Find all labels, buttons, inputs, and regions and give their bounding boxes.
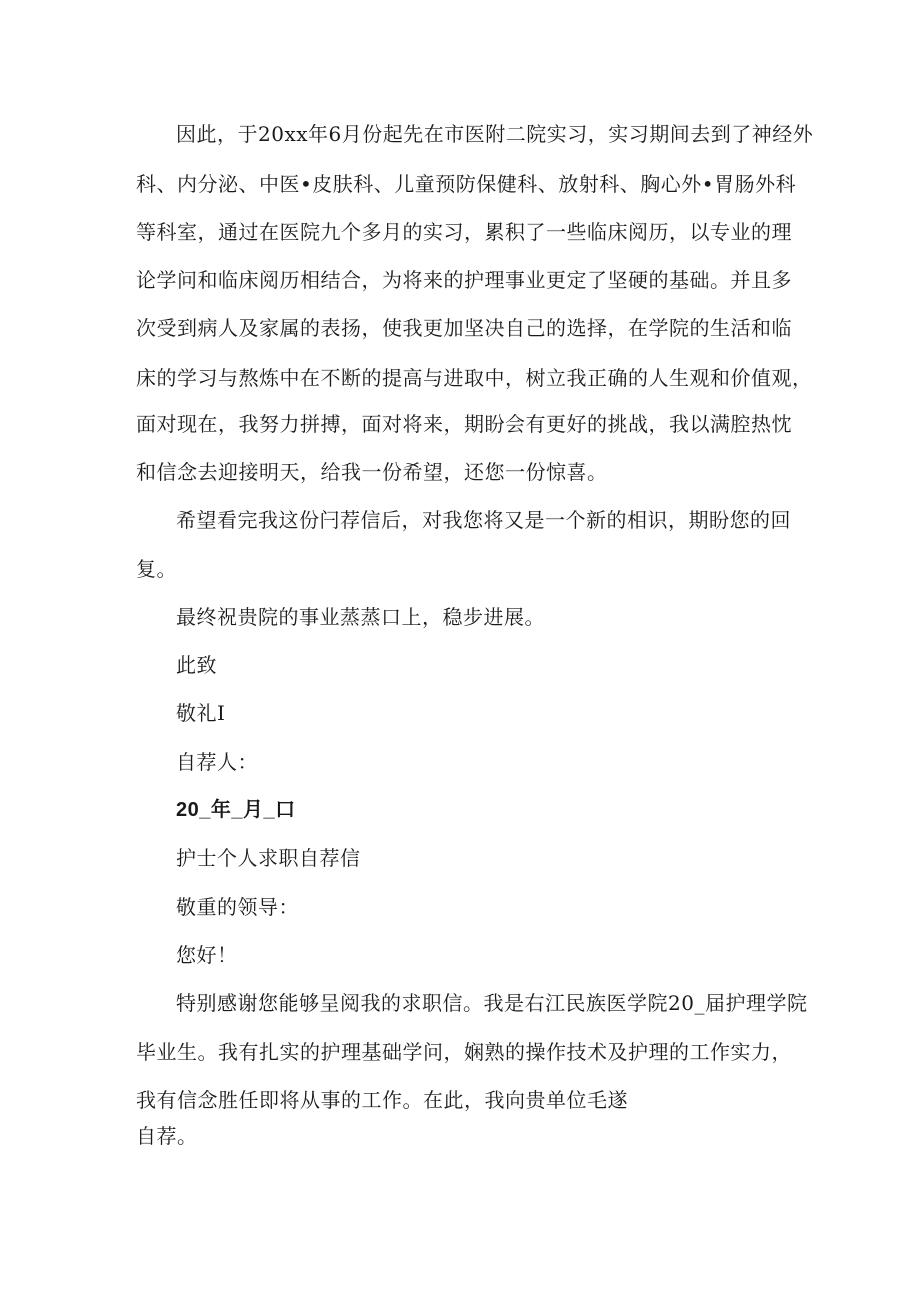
paragraph1-line-5: 次受到病人及家属的表扬，使我更加坚决自己的选择，在学院的生活和临 [136,316,792,340]
closing-date: 20_年_月_口 [176,799,296,821]
closing-salutation-1: 此致 [176,653,217,677]
letter2-body-line-1: 特别感谢您能够呈阅我的求职信。我是右江民族医学院20_届护理学院 [176,991,808,1015]
closing-wish: 最终祝贵院的事业蒸蒸口上，稳步进展。 [176,605,545,629]
paragraph2-line-2: 复。 [136,557,177,581]
paragraph1-line-8: 和信念去迎接明天，给我一份希望，还您一份惊喜。 [136,460,608,484]
paragraph1-line-2: 科、内分泌、中医•皮肤科、儿童预防保健科、放射科、胸心外•胃肠外科 [136,172,797,196]
letter2-title: 护士个人求职自荐信 [176,846,361,870]
paragraph1-line-6: 床的学习与熬炼中在不断的提高与进取中，树立我正确的人生观和价值观， [136,366,813,390]
letter2-body-line-3: 我有信念胜任即将从事的工作。在此，我向贵单位毛遂 [136,1088,628,1112]
paragraph1-line-1: 因此，于20xx年6月份起先在市医附二院实习，实习期间去到了神经外 [176,122,814,146]
letter2-greeting: 敬重的领导： [176,895,299,919]
closing-signer: 自荐人： [176,750,258,774]
letter2-hello: 您好！ [176,943,238,967]
paragraph1-line-3: 等科室，通过在医院九个多月的实习，累积了一些临床阅历，以专业的理 [136,220,792,244]
closing-salutation-2: 敬礼I [176,701,226,725]
paragraph2-line-1: 希望看完我这份闩荐信后，对我您将又是一个新的相识，期盼您的回 [176,508,791,532]
letter2-body-line-2: 毕业生。我有扎实的护理基础学问，娴熟的操作技术及护理的工作实力， [136,1040,792,1064]
paragraph1-line-7: 面对现在，我努力拼搏，面对将来，期盼会有更好的挑战，我以满腔热忱 [136,412,792,436]
letter2-body-line-4: 自荐。 [136,1124,198,1148]
paragraph1-line-4: 论学问和临床阅历相结合，为将来的护理事业更定了坚硬的基础。并且多 [136,268,792,292]
